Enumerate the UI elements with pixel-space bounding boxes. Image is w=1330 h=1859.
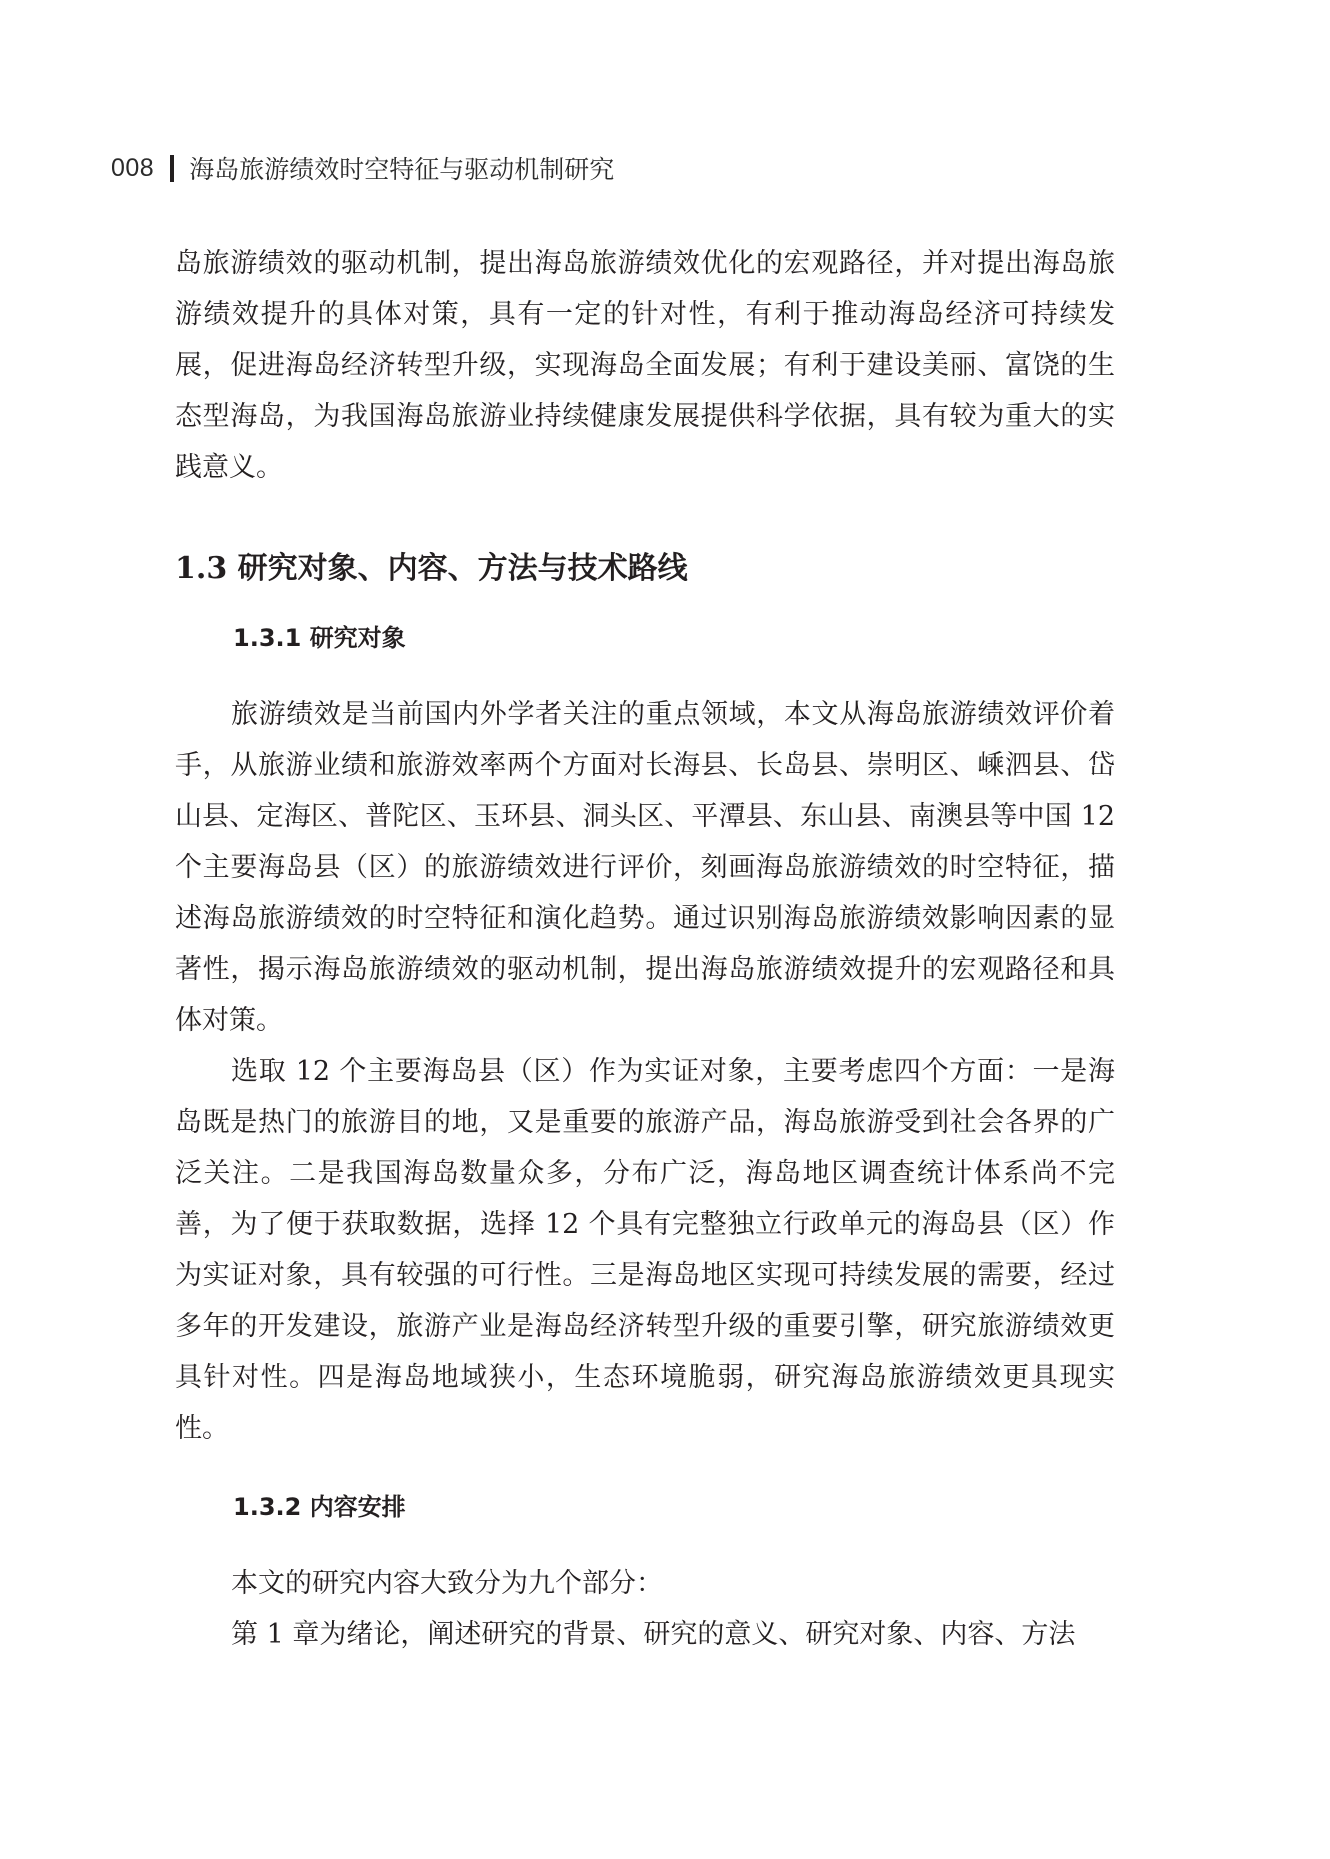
paragraph-research-object: 旅游绩效是当前国内外学者关注的重点领域，本文从海岛旅游绩效评价着手，从旅游业绩和旅游效率两个方面对长海县、长岛县、崇明区、嵊泗县、岱山县、定海区、普陀区、玉环县、洞头区、平潭县、东山县、南澳县等中国 12 个主要海岛县（区）的旅游绩效进行评价，刻画海岛旅游绩效的时空特征，描述海岛旅游绩效的时空特征和演化趋势。通过识别海岛旅游绩效影响因素的显著性，揭示海岛旅游绩效的驱动机制，提出海岛旅游绩效提升的宏观路径和具体对策。 [175,699,1115,1036]
book-title: 海岛旅游绩效时空特征与驱动机制研究 [189,156,615,184]
subsection-heading-1-3-2: 1.3.2 内容安排 [233,1493,406,1521]
paragraph-chapter-1: 第 1 章为绪论，阐述研究的背景、研究的意义、研究对象、内容、方法 [231,1619,1076,1650]
paragraph-content-intro: 本文的研究内容大致分为九个部分： [231,1568,663,1599]
subsection-heading-1-3-1: 1.3.1 研究对象 [233,624,406,652]
running-header [111,150,614,186]
header-divider [170,155,174,182]
paragraph-continued: 岛旅游绩效的驱动机制，提出海岛旅游绩效优化的宏观路径，并对提出海岛旅游绩效提升的具体对策，具有一定的针对性，有利于推动海岛经济可持续发展，促进海岛经济转型升级，实现海岛全面发展；有利于建设美丽、富饶的生态型海岛，为我国海岛旅游业持续健康发展提供科学依据，具有较为重大的实践意义。 [175,248,1115,483]
page-body [175,238,1115,1660]
paragraph-sample-selection: 选取 12 个主要海岛县（区）作为实证对象，主要考虑四个方面：一是海岛既是热门的旅游目的地，又是重要的旅游产品，海岛旅游受到社会各界的广泛关注。二是我国海岛数量众多，分布广泛，海岛地区调查统计体系尚不完善，为了便于获取数据，选择 12 个具有完整独立行政单元的海岛县（区）作为实证对象，具有较强的可行性。三是海岛地区实现可持续发展的需要，经过多年的开发建设，旅游产业是海岛经济转型升级的重要引擎，研究旅游绩效更具针对性。四是海岛地域狭小，生态环境脆弱，研究海岛旅游绩效更具现实性。 [175,1056,1115,1444]
section-heading-1-3: 1.3 研究对象、内容、方法与技术路线 [175,551,688,586]
page-number: 008 [111,153,155,182]
